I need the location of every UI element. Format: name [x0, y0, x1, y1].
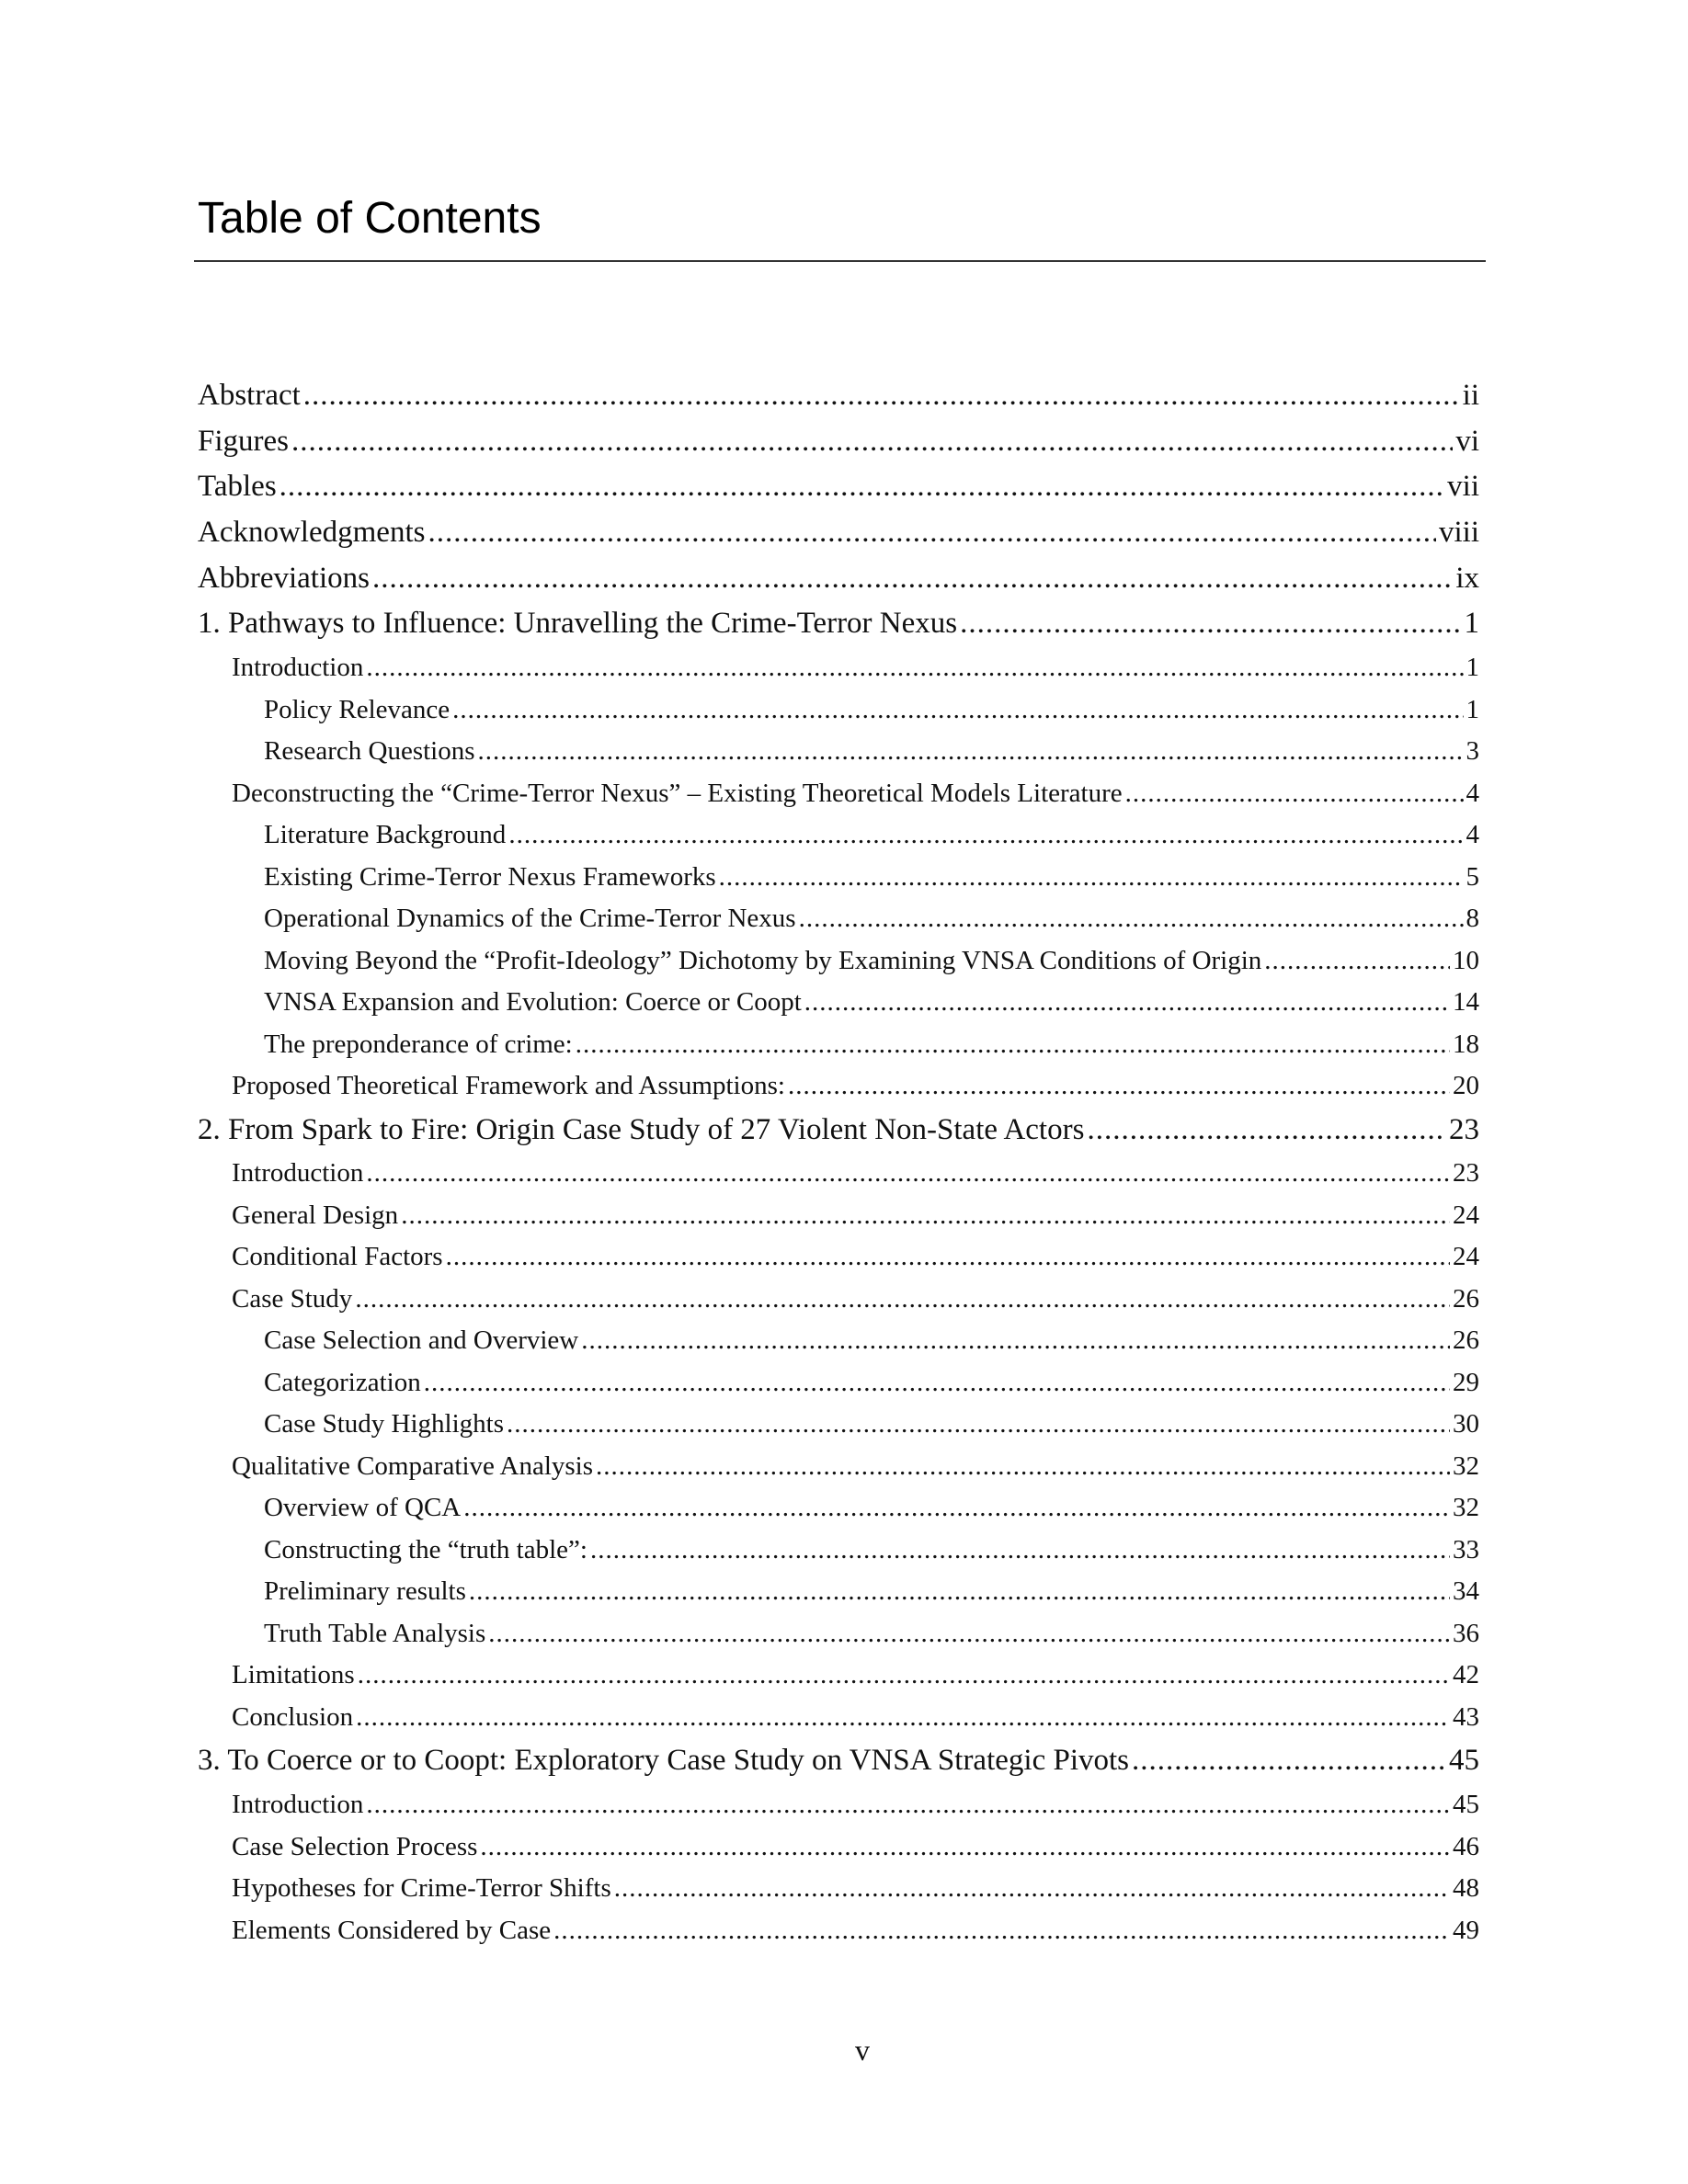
toc-entry-label: Proposed Theoretical Framework and Assumptions:: [232, 1071, 785, 1101]
dot-leader: [719, 857, 1464, 899]
dot-leader: [614, 1868, 1450, 1910]
toc-entry-page-number: 36: [1453, 1618, 1479, 1648]
toc-entry-page-number: 10: [1453, 945, 1479, 975]
toc-entry-page-number: vii: [1447, 470, 1479, 504]
toc-entry-label: Introduction: [232, 1158, 364, 1189]
toc-entry-page-number: 24: [1453, 1242, 1479, 1272]
toc-entry-page-number: 33: [1453, 1534, 1479, 1564]
toc-entry-label: Overview of QCA: [264, 1493, 462, 1523]
toc-entry[interactable]: [198, 1024, 1479, 1066]
dot-leader: [372, 556, 1453, 602]
toc-entry-label: VNSA Expansion and Evolution: Coerce or Coopt: [264, 987, 802, 1018]
dot-leader: [960, 601, 1461, 647]
toc-entry-label: Case Selection and Overview: [264, 1325, 579, 1356]
toc-entry-label: Preliminary results: [264, 1576, 466, 1607]
toc-entry-page-number: viii: [1438, 516, 1479, 550]
toc-entry[interactable]: [198, 601, 1479, 647]
toc-entry-page-number: 5: [1466, 861, 1479, 892]
toc-entry[interactable]: [198, 1530, 1479, 1572]
toc-entry-page-number: 1: [1466, 653, 1479, 683]
toc-entry-page-number: vi: [1455, 424, 1479, 458]
toc-entry-page-number: 45: [1449, 1744, 1479, 1778]
toc-entry-label: Operational Dynamics of the Crime-Terror Nexus: [264, 904, 796, 934]
toc-entry-label: Deconstructing the “Crime-Terror Nexus” – Existing Theoretical Models Literature: [232, 778, 1123, 808]
toc-entry-label: Literature Background: [264, 820, 507, 850]
toc-entry-label: 2. From Spark to Fire: Origin Case Study of 27 Violent Non-State Actors: [198, 1112, 1085, 1146]
toc-entry-page-number: 18: [1453, 1029, 1479, 1059]
toc-entry-page-number: 32: [1453, 1450, 1479, 1481]
toc-entry-page-number: 8: [1466, 904, 1479, 934]
toc-entry[interactable]: [198, 464, 1479, 510]
toc-entry[interactable]: [198, 1571, 1479, 1613]
toc-entry-page-number: 48: [1453, 1873, 1479, 1903]
dot-leader: [366, 1153, 1450, 1195]
dot-leader: [804, 982, 1450, 1024]
dot-leader: [478, 731, 1464, 773]
dot-leader: [452, 689, 1463, 732]
toc-entry[interactable]: [198, 1868, 1479, 1910]
dot-leader: [508, 814, 1463, 857]
toc-entry[interactable]: [198, 1153, 1479, 1195]
toc-entry-page-number: 32: [1453, 1493, 1479, 1523]
dot-leader: [576, 1024, 1450, 1066]
toc-entry[interactable]: [198, 898, 1479, 940]
dot-leader: [424, 1362, 1450, 1405]
toc-entry[interactable]: [198, 773, 1479, 815]
toc-entry-page-number: 26: [1453, 1283, 1479, 1314]
toc-entry-label: Research Questions: [264, 736, 475, 767]
toc-entry-page-number: ix: [1455, 561, 1479, 595]
toc-entry-label: Tables: [198, 470, 277, 504]
toc-entry[interactable]: [198, 1446, 1479, 1488]
dot-leader: [788, 1065, 1450, 1108]
dot-leader: [463, 1487, 1450, 1530]
dot-leader: [1087, 1108, 1446, 1154]
toc-entry[interactable]: [198, 1784, 1479, 1826]
dot-leader: [581, 1320, 1450, 1362]
toc-entry[interactable]: [198, 1826, 1479, 1869]
dot-leader: [799, 898, 1464, 940]
toc-entry-page-number: 29: [1453, 1367, 1479, 1397]
toc-entry-label: Case Selection Process: [232, 1831, 478, 1861]
toc-entry-page-number: 20: [1453, 1071, 1479, 1101]
page-title: Table of Contents: [198, 194, 542, 243]
toc-entry-page-number: 1: [1466, 694, 1479, 724]
toc-entry[interactable]: [198, 1738, 1479, 1784]
dot-leader: [446, 1236, 1450, 1279]
toc-entry-page-number: 23: [1449, 1112, 1479, 1146]
toc-entry-label: The preponderance of crime:: [264, 1029, 573, 1059]
dot-leader: [1125, 773, 1464, 815]
toc-entry-label: Elements Considered by Case: [232, 1915, 552, 1945]
toc-entry-label: Acknowledgments: [198, 516, 426, 550]
dot-leader: [356, 1697, 1450, 1739]
dot-leader: [480, 1826, 1450, 1869]
toc-entry[interactable]: [198, 1362, 1479, 1405]
toc-entry-page-number: 4: [1466, 820, 1479, 850]
toc-entry-label: Figures: [198, 424, 289, 458]
page-number: v: [855, 2033, 870, 2066]
toc-entry-page-number: 42: [1453, 1660, 1479, 1690]
dot-leader: [507, 1404, 1450, 1446]
toc-entry-page-number: 45: [1453, 1790, 1479, 1819]
toc-entry[interactable]: [198, 1404, 1479, 1446]
toc-entry-page-number: 3: [1466, 736, 1479, 767]
toc-entry-page-number: 14: [1453, 987, 1479, 1018]
toc-entry[interactable]: [198, 1279, 1479, 1321]
toc-entry-label: General Design: [232, 1200, 399, 1230]
dot-leader: [358, 1655, 1450, 1697]
toc-entry-label: 3. To Coerce or to Coopt: Exploratory Case Study on VNSA Strategic Pivots: [198, 1744, 1129, 1778]
toc-entry-page-number: 46: [1453, 1831, 1479, 1861]
toc-entry[interactable]: [198, 419, 1479, 465]
title-divider: [194, 260, 1486, 262]
toc-entry-label: Moving Beyond the “Profit-Ideology” Dichotomy by Examining VNSA Conditions of Origin: [264, 945, 1262, 975]
dot-leader: [303, 373, 1460, 419]
dot-leader: [366, 647, 1463, 689]
dot-leader: [279, 464, 1444, 510]
toc-entry-page-number: 43: [1453, 1701, 1479, 1732]
dot-leader: [428, 510, 1436, 556]
dot-leader: [590, 1530, 1450, 1572]
toc-entry-label: Existing Crime-Terror Nexus Frameworks: [264, 861, 716, 892]
toc-entry-label: Introduction: [232, 1790, 364, 1819]
toc-entry-page-number: 24: [1453, 1200, 1479, 1230]
toc-entry-page-number: 1: [1464, 607, 1479, 641]
toc-entry[interactable]: [198, 647, 1479, 689]
toc-entry-label: Conditional Factors: [232, 1242, 443, 1272]
toc-entry[interactable]: [198, 1320, 1479, 1362]
toc-entry-page-number: 30: [1453, 1409, 1479, 1439]
toc-entry-label: Constructing the “truth table”:: [264, 1534, 587, 1564]
toc-entry[interactable]: [198, 1236, 1479, 1279]
toc-entry[interactable]: [198, 556, 1479, 602]
toc-entry-label: Case Study: [232, 1283, 353, 1314]
toc-entry-label: Categorization: [264, 1367, 421, 1397]
toc-entry[interactable]: [198, 940, 1479, 983]
dot-leader: [488, 1613, 1450, 1655]
toc-entry-label: Case Study Highlights: [264, 1409, 505, 1439]
toc-entry-page-number: 23: [1453, 1158, 1479, 1189]
dot-leader: [401, 1195, 1450, 1237]
dot-leader: [291, 419, 1453, 465]
toc-entry[interactable]: [198, 1655, 1479, 1697]
toc-entry-page-number: 34: [1453, 1576, 1479, 1607]
toc-entry-page-number: 49: [1453, 1915, 1479, 1945]
toc-entry[interactable]: [198, 814, 1479, 857]
table-of-contents: [198, 373, 1479, 1951]
toc-entry-label: Limitations: [232, 1660, 355, 1690]
toc-entry[interactable]: [198, 1910, 1479, 1952]
toc-entry[interactable]: [198, 1065, 1479, 1108]
toc-entry-page-number: ii: [1462, 379, 1479, 412]
toc-entry[interactable]: [198, 373, 1479, 419]
dot-leader: [355, 1279, 1450, 1321]
toc-entry[interactable]: [198, 731, 1479, 773]
toc-entry-page-number: 4: [1466, 778, 1479, 808]
dot-leader: [596, 1446, 1450, 1488]
toc-entry[interactable]: [198, 510, 1479, 556]
toc-entry-label: Conclusion: [232, 1701, 354, 1732]
toc-entry[interactable]: [198, 1108, 1479, 1154]
dot-leader: [469, 1571, 1450, 1613]
toc-entry-label: Abstract: [198, 379, 301, 412]
toc-entry-label: 1. Pathways to Influence: Unravelling the Crime-Terror Nexus: [198, 607, 958, 641]
dot-leader: [1132, 1738, 1446, 1784]
toc-entry[interactable]: [198, 1613, 1479, 1655]
toc-entry[interactable]: [198, 982, 1479, 1024]
toc-entry-label: Abbreviations: [198, 561, 370, 595]
dot-leader: [553, 1910, 1450, 1952]
toc-entry[interactable]: [198, 1697, 1479, 1739]
toc-entry[interactable]: [198, 857, 1479, 899]
toc-entry-label: Policy Relevance: [264, 694, 451, 724]
toc-entry-label: Truth Table Analysis: [264, 1618, 486, 1648]
toc-entry-label: Hypotheses for Crime-Terror Shifts: [232, 1873, 611, 1903]
dot-leader: [366, 1784, 1450, 1826]
toc-entry[interactable]: [198, 1487, 1479, 1530]
toc-entry[interactable]: [198, 1195, 1479, 1237]
dot-leader: [1264, 940, 1450, 983]
toc-entry-page-number: 26: [1453, 1325, 1479, 1356]
toc-entry[interactable]: [198, 689, 1479, 732]
toc-entry-label: Introduction: [232, 653, 364, 683]
toc-entry-label: Qualitative Comparative Analysis: [232, 1450, 594, 1481]
